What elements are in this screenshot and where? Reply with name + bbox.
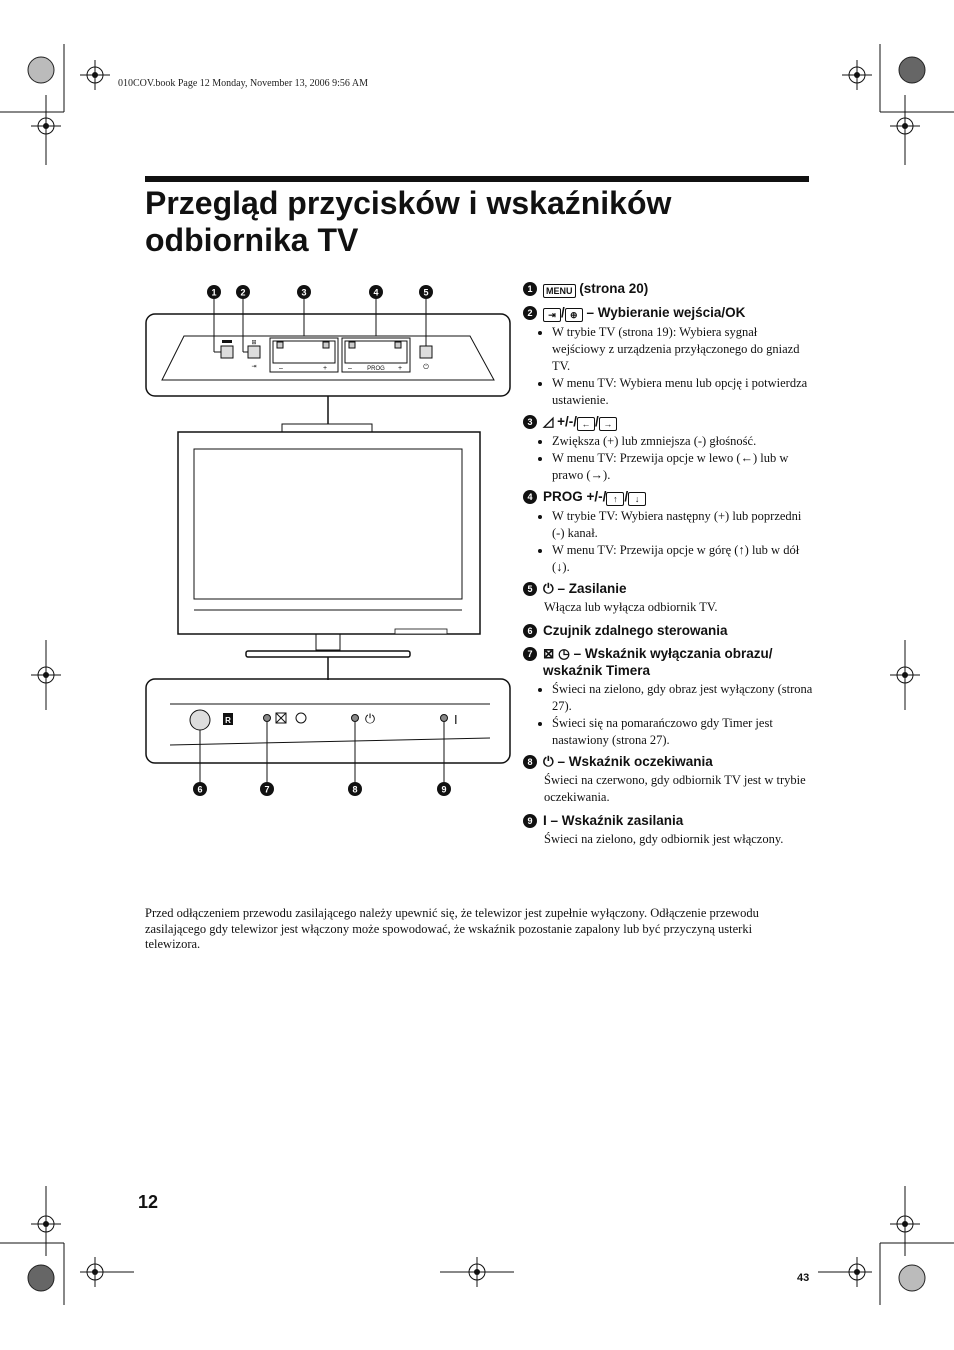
volume-icon: ◿ bbox=[543, 414, 554, 429]
item-heading: Czujnik zdalnego sterowania bbox=[543, 623, 728, 638]
prog-plus-label: + bbox=[397, 365, 403, 372]
item-number: 9 bbox=[523, 814, 537, 828]
item-number: 1 bbox=[523, 282, 537, 296]
svg-text:3: 3 bbox=[301, 287, 307, 298]
item-heading: – Wskaźnik wyłączania obrazu/ wskaźnik Timera bbox=[543, 646, 773, 678]
page-title bbox=[145, 185, 785, 259]
svg-text:⊞: ⊞ bbox=[251, 340, 257, 346]
item-number: 5 bbox=[523, 582, 537, 596]
bullet: • W menu TV: Wybiera menu lub opcję i potwierdza ustawienie. bbox=[552, 375, 813, 409]
callout-bottom-8 bbox=[348, 782, 362, 796]
svg-text:8: 8 bbox=[352, 784, 358, 795]
bullet: • Zwiększa (+) lub zmniejsza (-) głośność. bbox=[552, 433, 813, 450]
item-heading: I – Wskaźnik zasilania bbox=[543, 813, 684, 828]
callout-top-3 bbox=[297, 285, 311, 336]
svg-text:4: 4 bbox=[373, 287, 379, 298]
timer-icon: ◷ bbox=[558, 646, 570, 661]
standby-icon: ⏻ bbox=[543, 754, 554, 769]
item-number: 3 bbox=[523, 415, 537, 429]
svg-text:1: 1 bbox=[211, 287, 217, 298]
item-4: 4 PROG +/-/ ↑ / ↓ • W trybie TV: Wybiera następny (+) lub poprzedni (-) kanał. • W menu TV: Przewija opcje w górę (↑) lub w dół (↓). bbox=[523, 488, 813, 576]
callout-bottom-6 bbox=[193, 782, 207, 796]
item-2: 2 ⇥ / ⊕ – Wybieranie wejścia/OK • W trybie TV (strona 19): Wybiera sygnał wejściowy z urządzenia przyłączonego do gniazd TV. • W menu TV: Wybiera menu lub opcję i potwierdza ustawienie. bbox=[523, 304, 813, 409]
callout-bottom-7 bbox=[260, 782, 274, 796]
left-arrow-key-icon: ← bbox=[577, 417, 595, 431]
item-heading: (strona 20) bbox=[579, 281, 649, 296]
item-9 bbox=[523, 812, 813, 848]
title-rule bbox=[145, 176, 809, 182]
item-number: 2 bbox=[523, 306, 537, 320]
item-6 bbox=[523, 622, 813, 639]
item-number: 4 bbox=[523, 490, 537, 504]
volume-plus-label: + bbox=[322, 365, 328, 372]
svg-text:7: 7 bbox=[264, 784, 270, 795]
item-description: Włącza lub wyłącza odbiornik TV. bbox=[544, 600, 718, 614]
volume-minus-label: – bbox=[279, 365, 283, 372]
disconnect-note: Przed odłączeniem przewodu zasilającego należy upewnić się, że telewizor jest zupełnie wyłączony. Odłączenie przewodu zasilającego gdy telewizor jest włączony może spowodować, że wskaźnik pozostanie zapalony lub być przyczyną usterki telewizora. bbox=[145, 906, 759, 951]
up-arrow-key-icon: ↑ bbox=[606, 492, 624, 506]
power-indicator-letter: I bbox=[454, 712, 458, 727]
title-line-2: odbiornika TV bbox=[145, 222, 359, 258]
item-heading: – Zasilanie bbox=[557, 581, 627, 596]
power-icon: ⏻ bbox=[543, 581, 554, 596]
callout-top-4 bbox=[369, 285, 383, 336]
item-3: 3 ◿ +/-/ ← / → • Zwiększa (+) lub zmniejsza (-) głośność. • W menu TV: Przewija opcje w lewo (←) lub w prawo (→). bbox=[523, 413, 813, 484]
item-list bbox=[523, 280, 813, 852]
book-page-number: 43 bbox=[797, 1272, 810, 1284]
svg-text:2: 2 bbox=[240, 287, 246, 298]
svg-text:R: R bbox=[225, 716, 231, 725]
svg-text:5: 5 bbox=[423, 287, 429, 298]
item-number: 6 bbox=[523, 624, 537, 638]
svg-text:⇥: ⇥ bbox=[251, 364, 257, 370]
title-line-1: Przegląd przycisków i wskaźników bbox=[145, 185, 672, 221]
item-heading: PROG +/-/ bbox=[543, 489, 607, 504]
menu-key-icon: MENU bbox=[543, 284, 576, 298]
item-description: Świeci na czerwono, gdy odbiornik TV jest w trybie oczekiwania. bbox=[544, 773, 806, 804]
prog-label: PROG bbox=[367, 366, 385, 372]
tv-diagram bbox=[140, 280, 520, 800]
callout-bottom-9 bbox=[437, 782, 451, 796]
svg-text:⏻: ⏻ bbox=[423, 364, 429, 371]
item-number: 8 bbox=[523, 755, 537, 769]
svg-text:6: 6 bbox=[197, 784, 203, 795]
item-1 bbox=[523, 280, 813, 298]
bullet: • Świeci się na pomarańczowo gdy Timer jest nastawiony (strona 27). bbox=[552, 715, 813, 749]
bullet: • W menu TV: Przewija opcje w lewo (←) lub w prawo (→). bbox=[552, 450, 813, 484]
callout-top-2 bbox=[236, 285, 253, 352]
item-heading: – Wskaźnik oczekiwania bbox=[557, 754, 713, 769]
item-number: 7 bbox=[523, 647, 537, 661]
item-8 bbox=[523, 753, 813, 806]
right-arrow-key-icon: → bbox=[599, 417, 617, 431]
bullet: • W trybie TV: Wybiera następny (+) lub poprzedni (-) kanał. bbox=[552, 508, 813, 542]
input-key-icon: ⇥ bbox=[543, 308, 561, 322]
item-description: Świeci na zielono, gdy odbiornik jest włączony. bbox=[544, 832, 784, 846]
bullet: • W trybie TV (strona 19): Wybiera sygnał wejściowy z urządzenia przyłączonego do gniazd TV. bbox=[552, 324, 813, 375]
bullet: • W menu TV: Przewija opcje w górę (↑) lub w dół (↓). bbox=[552, 542, 813, 576]
callout-top-5 bbox=[419, 285, 433, 348]
down-arrow-key-icon: ↓ bbox=[628, 492, 646, 506]
page-number: 12 bbox=[138, 1192, 159, 1212]
item-7 bbox=[523, 645, 813, 749]
svg-text:9: 9 bbox=[441, 784, 447, 795]
item-heading: – Wybieranie wejścia/OK bbox=[586, 305, 746, 320]
item-5 bbox=[523, 580, 813, 616]
picture-off-icon: ⊠ bbox=[543, 646, 555, 661]
ok-key-icon: ⊕ bbox=[565, 308, 583, 322]
bullet: • Świeci na zielono, gdy obraz jest wyłączony (strona 27). bbox=[552, 681, 813, 715]
prog-minus-label: – bbox=[348, 365, 352, 372]
item-heading: +/-/ bbox=[557, 414, 578, 429]
book-header-line: 010COV.book Page 12 Monday, November 13, 2006 9:56 AM bbox=[118, 78, 368, 89]
standby-indicator-icon: ⏻ bbox=[364, 711, 376, 726]
